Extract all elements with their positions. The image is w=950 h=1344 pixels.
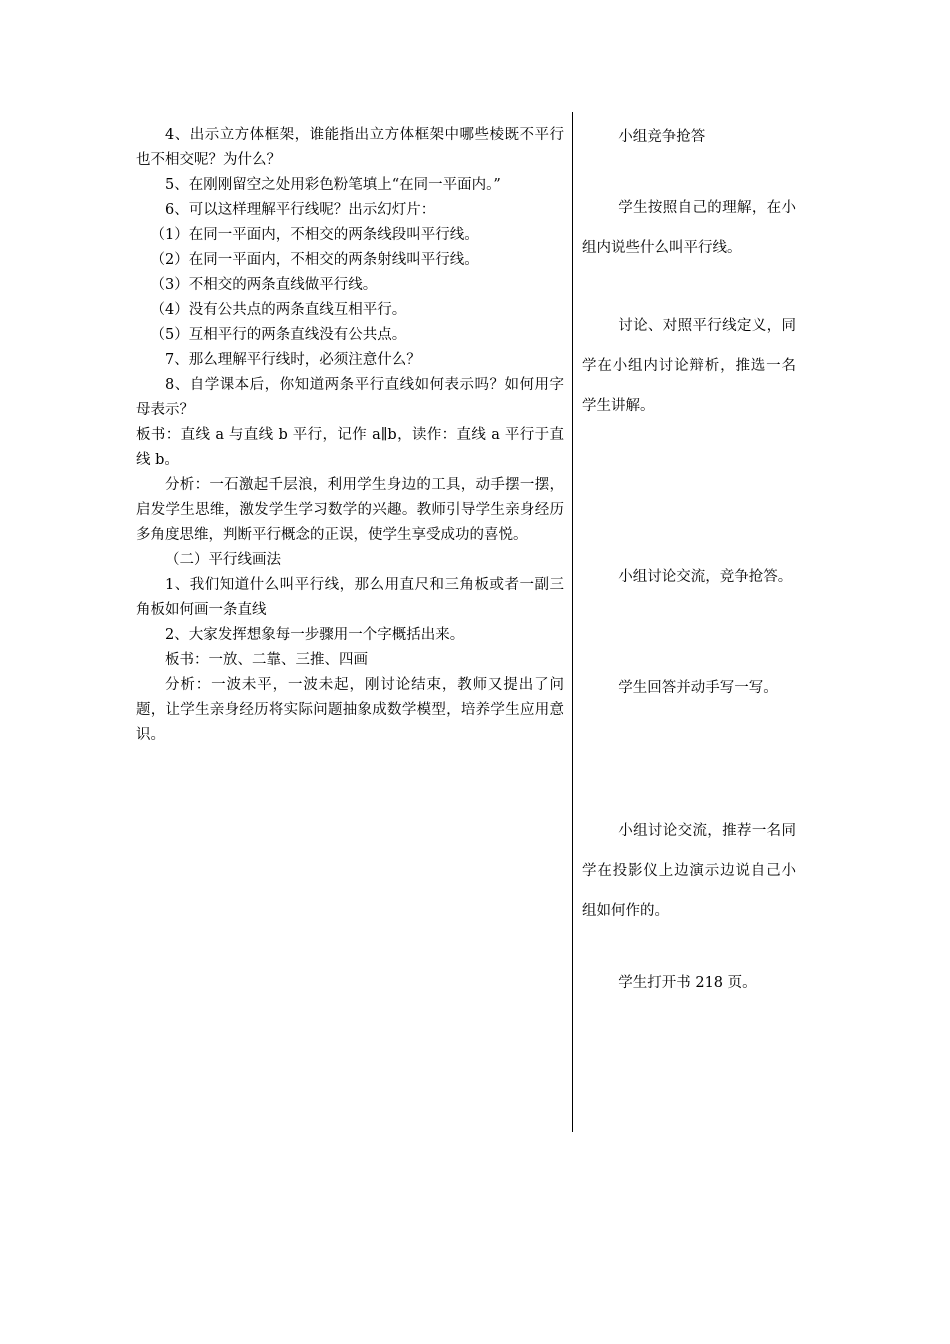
student-note-1: 小组竞争抢答 xyxy=(618,129,706,145)
student-note-2: 学生按照自己的理解，在小组内说些什么叫平行线。 xyxy=(582,200,796,256)
column-divider xyxy=(572,112,573,1132)
student-note-5: 学生回答并动手写一写。 xyxy=(618,680,778,696)
board-writing-steps: 板书：一放、二靠、三推、四画 xyxy=(165,652,368,668)
analysis-paragraph-1: 分析：一石激起千层浪，利用学生身边的工具，动手摆一摆，启发学生思维，激发学生学习数学的兴趣。教师引导学生亲身经历多角度思维，判断平行概念的正误，使学生享受成功的喜悦。 xyxy=(136,477,564,543)
paragraph-draw-step-1: 1、我们知道什么叫平行线，那么用直尺和三角板或者一副三角板如何画一条直线 xyxy=(136,577,564,618)
student-note-7: 学生打开书 218 页。 xyxy=(618,975,757,991)
slide-item-3: （3）不相交的两条直线做平行线。 xyxy=(150,277,378,293)
student-note-3: 讨论、对照平行线定义，同学在小组内讨论辩析，推选一名学生讲解。 xyxy=(582,318,796,414)
board-writing-notation: 板书：直线 a 与直线 b 平行，记作 a∥b，读作：直线 a 平行于直线 b。 xyxy=(136,427,564,468)
slide-item-5: （5）互相平行的两条直线没有公共点。 xyxy=(150,327,407,343)
student-note-4: 小组讨论交流，竞争抢答。 xyxy=(618,569,793,585)
teacher-activity-column xyxy=(136,123,564,748)
student-note-6: 小组讨论交流，推荐一名同学在投影仪上边演示边说自己小组如何作的。 xyxy=(582,823,796,919)
paragraph-draw-step-2: 2、大家发挥想象每一步骤用一个字概括出来。 xyxy=(165,627,465,643)
slide-item-2: （2）在同一平面内，不相交的两条射线叫平行线。 xyxy=(150,252,479,268)
slide-item-4: （4）没有公共点的两条直线互相平行。 xyxy=(150,302,407,318)
paragraph-step-5: 5、在刚刚留空之处用彩色粉笔填上“在同一平面内。” xyxy=(165,177,501,193)
paragraph-step-6: 6、可以这样理解平行线呢？出示幻灯片： xyxy=(165,202,436,218)
analysis-paragraph-2: 分析：一波未平，一波未起，刚讨论结束，教师又提出了问题，让学生亲身经历将实际问题抽象成数学模型，培养学生应用意识。 xyxy=(136,677,564,743)
paragraph-step-8: 8、自学课本后，你知道两条平行直线如何表示吗？如何用字母表示？ xyxy=(136,377,564,418)
paragraph-step-7: 7、那么理解平行线时，必须注意什么？ xyxy=(165,352,421,368)
slide-item-1: （1）在同一平面内，不相交的两条线段叫平行线。 xyxy=(150,227,479,243)
section-heading-drawing: （二）平行线画法 xyxy=(165,552,281,568)
paragraph-step-4: 4、出示立方体框架，谁能指出立方体框架中哪些棱既不平行也不相交呢？为什么？ xyxy=(136,127,564,168)
